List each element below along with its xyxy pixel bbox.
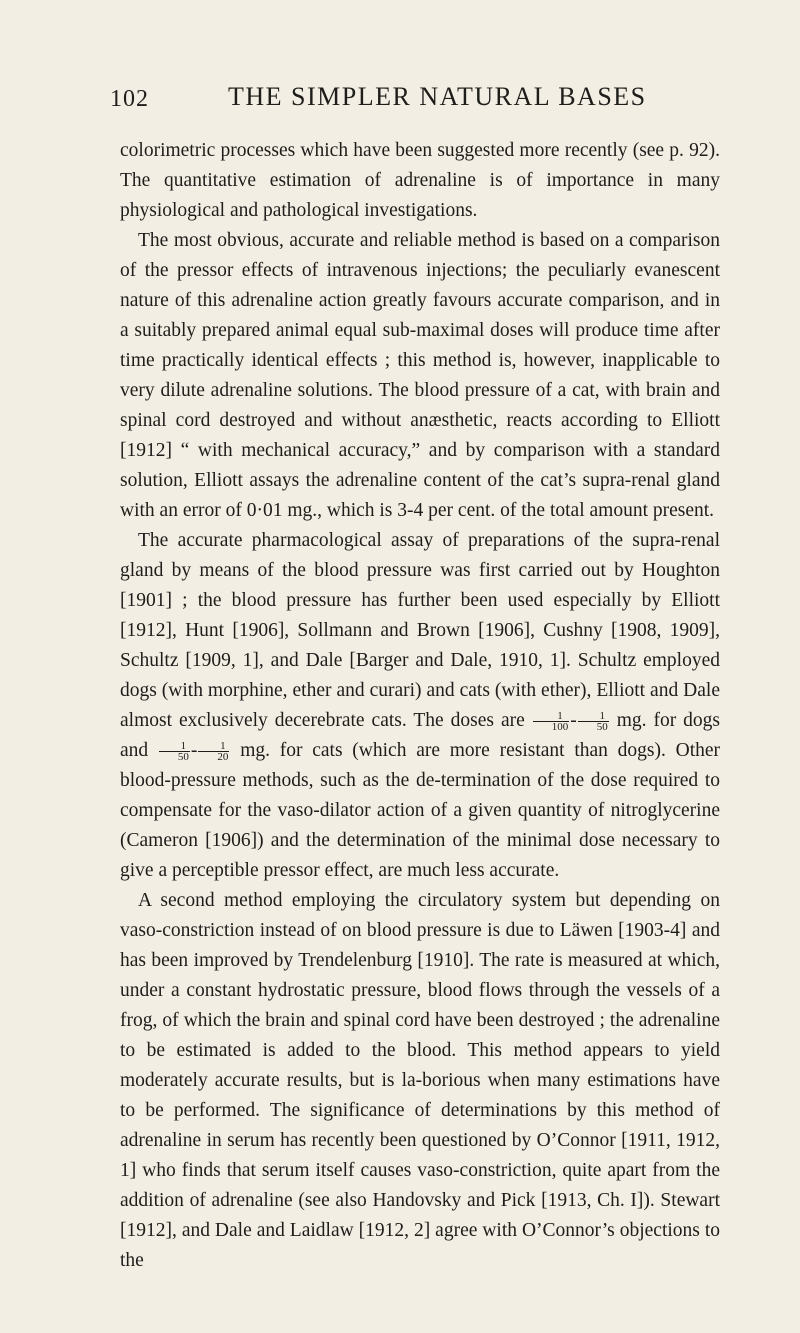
paragraph-pharmacological-assay [120,526,720,886]
fraction-numerator: 1 [578,711,609,722]
fraction-denominator: 50 [177,751,189,763]
body-text [120,136,720,1276]
paragraph-blood-pressure-method: The most obvious, accurate and reliable method is based on a comparison of the pressor effects of intravenous injections; the peculiarly evanescent nature of this adrenaline action greatly favours accurate comparison, and in a suitably prepared animal equal sub-maximal doses will produce time after time practically identical effects ; this method is, however, inapplicable to very dilute adrenaline solutions. The blood pressure of a cat, with brain and spinal cord destroyed and without anæsthetic, reacts according to Elliott [1912] “ with mechanical accuracy,” and by comparison with a standard solution, Elliott assays the adrenaline content of the cat’s supra-renal gland with an error of 0·01 mg., which is 3-4 per cent. of the total amount present. [120,230,720,521]
paragraph-continuation: colorimetric processes which have been suggested more recently (see p. 92). The quantitative estimation of adrenaline is of importance in many physiological and pathological investigations. [120,140,720,221]
assay-text-part2: mg. for dogs and [120,710,720,761]
fraction-denominator: 50 [596,721,608,733]
range-dash: - [570,710,577,731]
fraction-numerator: 1 [159,741,190,752]
assay-text-part3: mg. for cats (which are more resistant than dogs). Other blood-pressure methods, such as the de-termination of the dose required to compensate for the vaso-dilator action of a given quantity of nitroglycerine (Cameron [1906]) and the determination of the minimal dose necessary to give a perceptible pressor effect, are much less accurate. [120,740,721,881]
running-title: THE SIMPLER NATURAL BASES [228,82,647,111]
fraction-dog-dose-high [578,711,609,732]
assay-text-part1: The accurate pharmacological assay of preparations of the supra-renal gland by means of the blood pressure was first carried out by Houghton [1901] ; the blood pressure has further been used especially by Elliott [1912], Hunt [1906], Sollmann and Brown [1906], Cushny [1908, 1909], Schultz [1909, 1], and Dale [Barger and Dale, 1910, 1]. Schultz employed dogs (with morphine, ether and curari) and cats (with ether), Elliott and Dale almost exclusively decerebrate cats. The doses are [120,530,720,731]
range-dash: - [190,740,198,761]
running-head [110,82,730,122]
fraction-denominator: 20 [217,751,229,763]
fraction-dog-dose-low [533,711,570,732]
page-number: 102 [110,86,149,112]
fraction-numerator: 1 [198,741,229,752]
fraction-denominator: 100 [551,721,569,733]
fraction-cat-dose-low [159,741,190,762]
fraction-numerator: 1 [533,711,570,722]
paragraph-vaso-constriction-method: A second method employing the circulatory system but depending on vaso-constriction instead of on blood pressure is due to Läwen [1903-4] and has been improved by Trendelenburg [1910]. The rate is measured at which, under a constant hydrostatic pressure, blood flows through the vessels of a frog, of which the brain and spinal cord have been destroyed ; the adrenaline to be estimated is added to the blood. This method appears to yield moderately accurate results, but is la-borious when many estimations have to be performed. The significance of determinations by this method of adrenaline in serum has recently been questioned by O’Connor [1911, 1912, 1] who finds that serum itself causes vaso-constriction, quite apart from the addition of adrenaline (see also Handovsky and Pick [1913, Ch. I]). Stewart [1912], and Dale and Laidlaw [1912, 2] agree with O’Connor’s objections to the [120,890,720,1271]
fraction-cat-dose-high [198,741,229,762]
